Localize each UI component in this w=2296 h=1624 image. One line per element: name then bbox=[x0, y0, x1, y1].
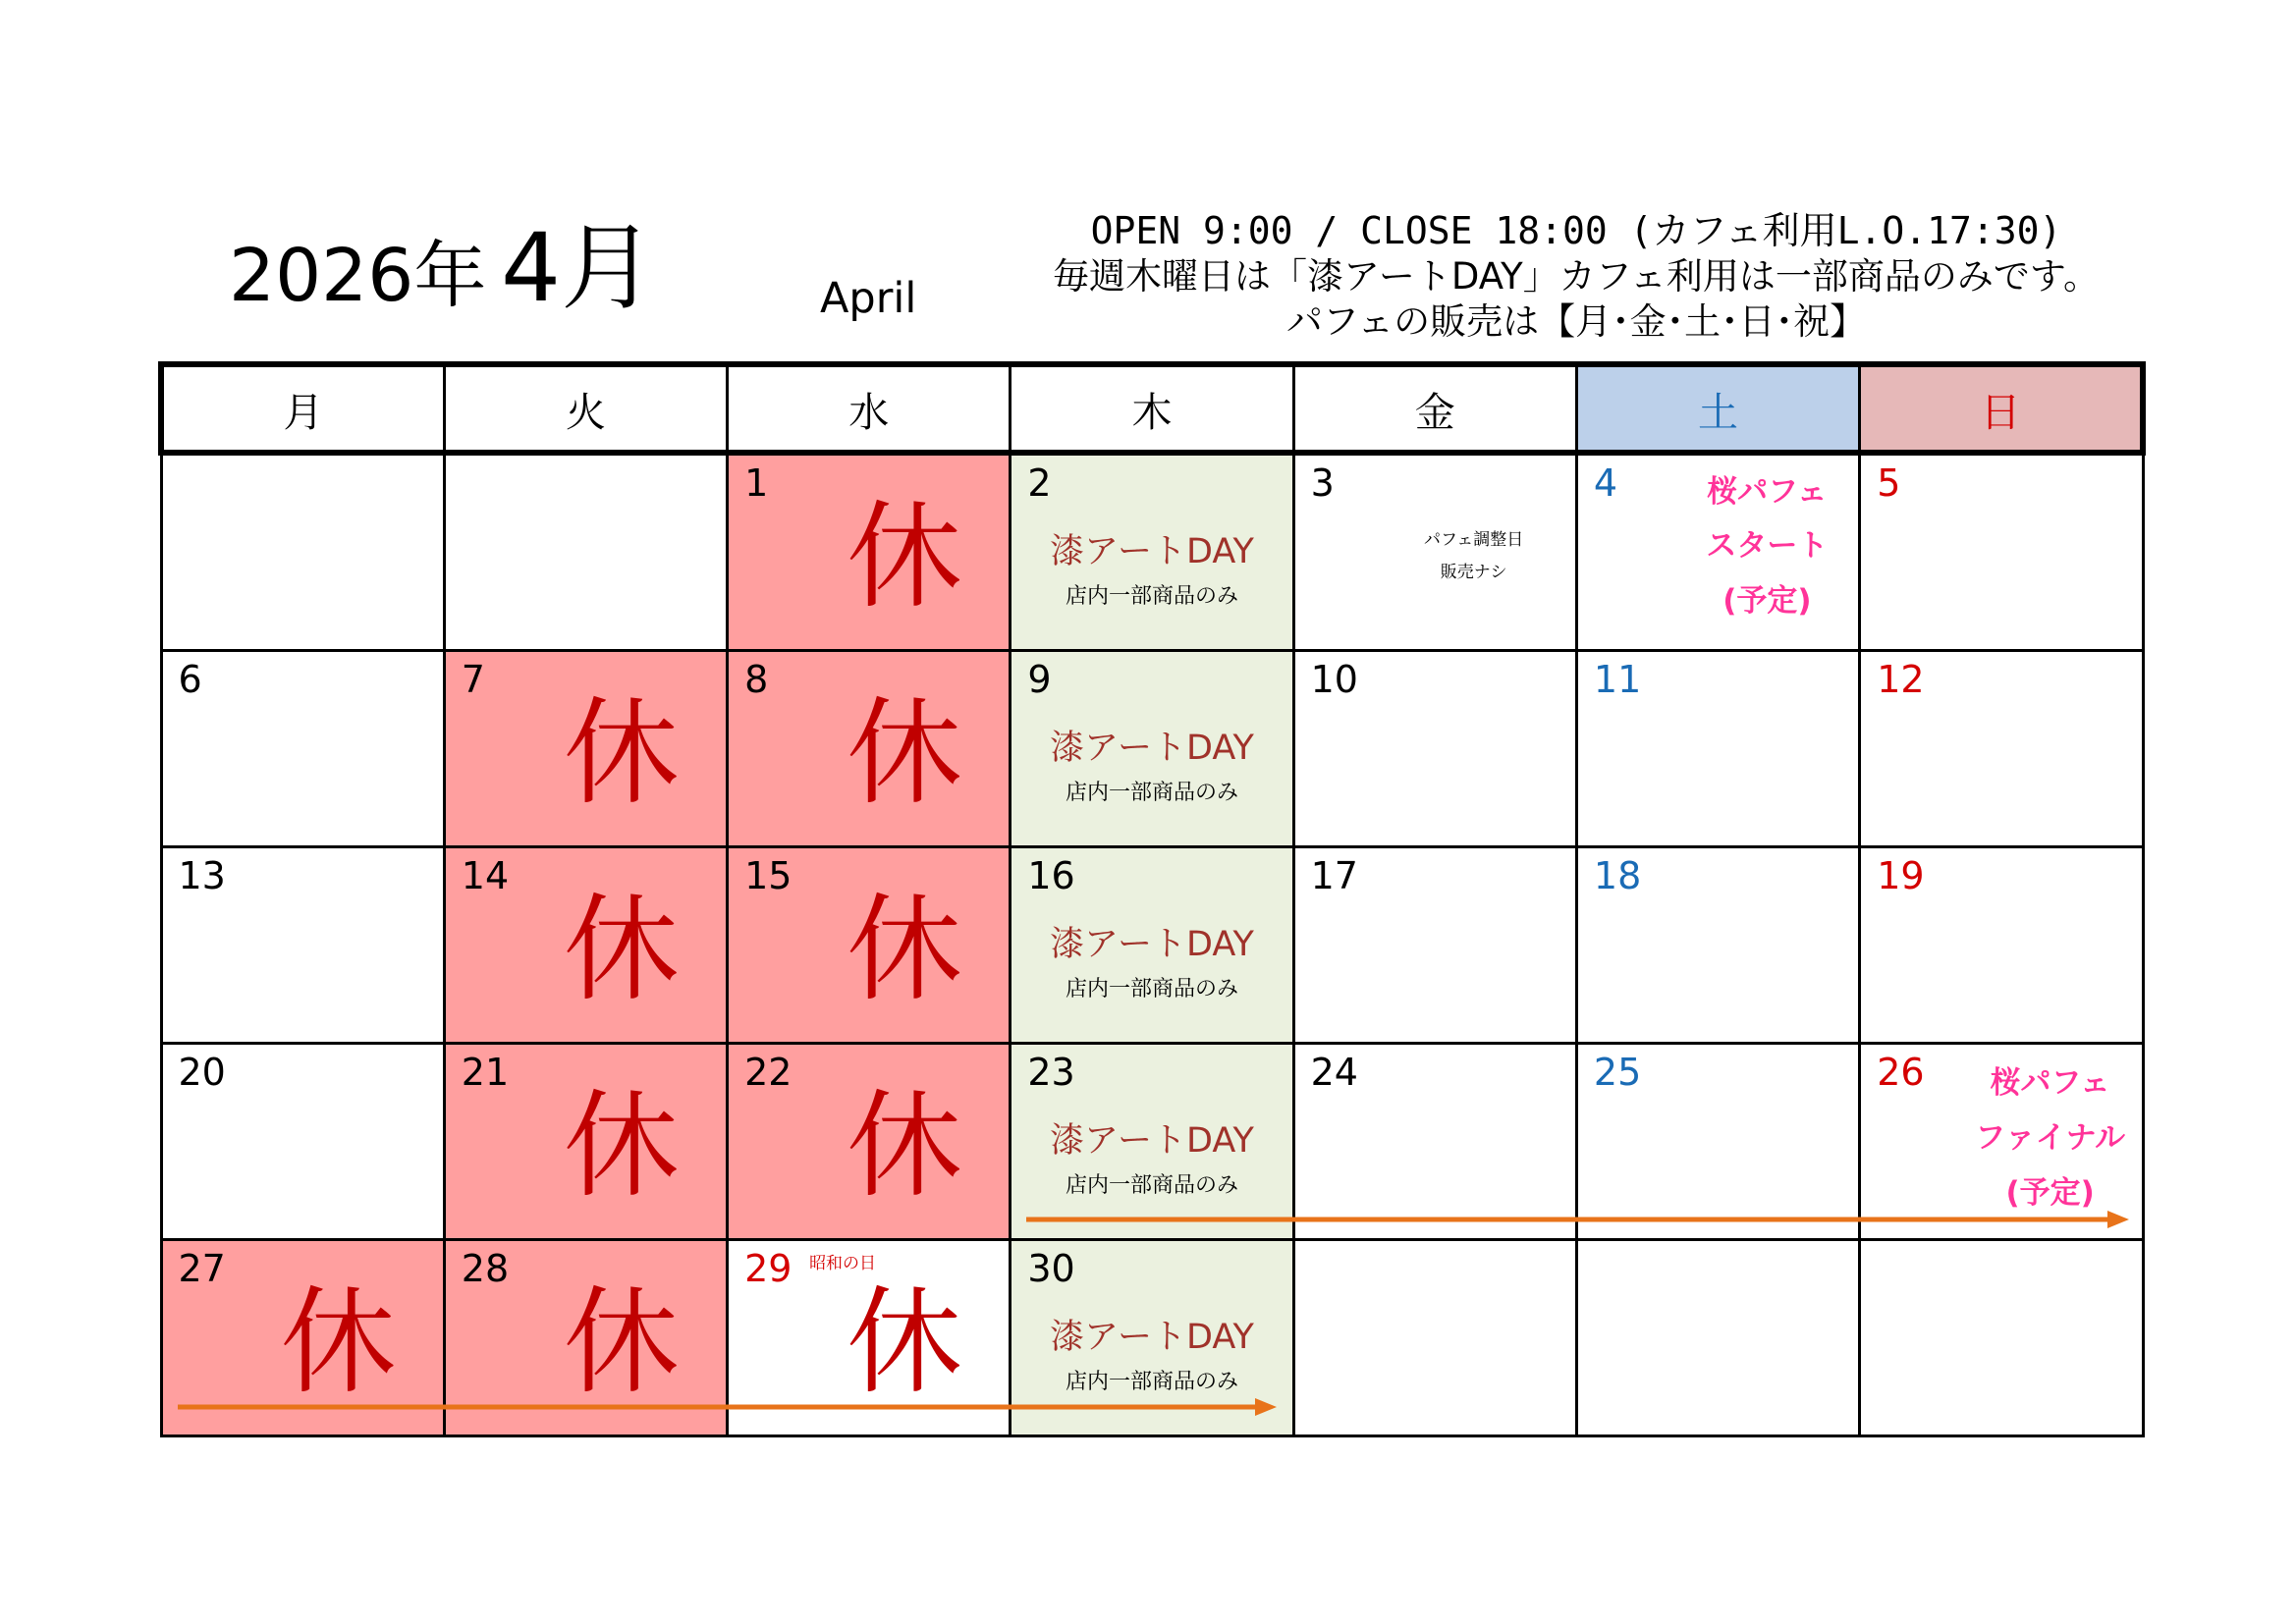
day-cell-3 bbox=[1293, 453, 1576, 651]
day-number: 5 bbox=[1877, 461, 1901, 505]
empty-cell bbox=[444, 453, 727, 651]
day-number: 20 bbox=[178, 1051, 226, 1094]
art-day-label: 漆アートDAY bbox=[1050, 1121, 1254, 1161]
day-number: 14 bbox=[461, 854, 510, 897]
day-number: 25 bbox=[1593, 1051, 1642, 1094]
week-row bbox=[161, 651, 2143, 847]
day-cell-21 bbox=[444, 1044, 727, 1240]
day-number: 13 bbox=[178, 854, 226, 897]
day-number: 16 bbox=[1027, 854, 1075, 897]
closed-mark: 休 bbox=[847, 685, 963, 821]
closed-mark: 休 bbox=[847, 882, 963, 1017]
art-day-label: 漆アートDAY bbox=[1050, 1318, 1254, 1357]
closed-mark: 休 bbox=[563, 1078, 680, 1214]
calendar-grid bbox=[158, 361, 2146, 1437]
day-cell-10 bbox=[1293, 651, 1576, 847]
closed-mark: 休 bbox=[847, 1274, 963, 1410]
day-cell-4 bbox=[1576, 453, 1859, 651]
day-cell-29 bbox=[728, 1240, 1011, 1436]
day-number: 24 bbox=[1310, 1051, 1358, 1094]
day-number: 6 bbox=[178, 658, 202, 701]
day-cell-7 bbox=[444, 651, 727, 847]
art-day-notice: 毎週木曜日は「漆アートDAY」カフェ利用は一部商品のみです。 bbox=[1053, 255, 2100, 298]
day-cell-8 bbox=[728, 651, 1011, 847]
day-number: 30 bbox=[1027, 1247, 1075, 1290]
parfait-sale-days: パフェの販売は【月･金･土･日･祝】 bbox=[1285, 300, 1867, 343]
day-cell-17 bbox=[1293, 847, 1576, 1044]
day-number: 11 bbox=[1593, 658, 1642, 701]
day-cell-24 bbox=[1293, 1044, 1576, 1240]
closed-mark: 休 bbox=[847, 1078, 963, 1214]
weekday-fri: 金 bbox=[1293, 364, 1576, 453]
event-label-start: (予定) bbox=[1722, 583, 1812, 619]
event-label-final: (予定) bbox=[2005, 1175, 2095, 1211]
week-row bbox=[161, 453, 2143, 651]
weekday-header-row bbox=[161, 364, 2143, 453]
art-day-sublabel: 店内一部商品のみ bbox=[1065, 1173, 1238, 1198]
day-cell-9 bbox=[1011, 651, 1293, 847]
day-cell-11 bbox=[1576, 651, 1859, 847]
day-number: 9 bbox=[1027, 658, 1052, 701]
art-day-sublabel: 店内一部商品のみ bbox=[1065, 781, 1238, 805]
art-day-sublabel: 店内一部商品のみ bbox=[1065, 1370, 1238, 1394]
day-number: 19 bbox=[1877, 854, 1925, 897]
weekday-mon: 月 bbox=[161, 364, 444, 453]
day-cell-22 bbox=[728, 1044, 1011, 1240]
empty-cell bbox=[161, 453, 444, 651]
holiday-name: 昭和の日 bbox=[809, 1254, 877, 1273]
day-number: 1 bbox=[744, 461, 769, 505]
day-cell-26 bbox=[1860, 1044, 2143, 1240]
day-number: 8 bbox=[744, 658, 769, 701]
event-label-start: 桜パフェ bbox=[1707, 474, 1828, 510]
day-cell-28 bbox=[444, 1240, 727, 1436]
day-number: 23 bbox=[1027, 1051, 1075, 1094]
parfait-adjust-note: パフェ調整日 bbox=[1424, 530, 1524, 550]
day-number: 18 bbox=[1593, 854, 1642, 897]
weekday-sun: 日 bbox=[1860, 364, 2143, 453]
empty-cell bbox=[1860, 1240, 2143, 1436]
weekday-tue: 火 bbox=[444, 364, 727, 453]
day-cell-18 bbox=[1576, 847, 1859, 1044]
empty-cell bbox=[1293, 1240, 1576, 1436]
closed-mark: 休 bbox=[563, 1274, 680, 1410]
week-row bbox=[161, 1044, 2143, 1240]
month-english-label: April bbox=[820, 274, 917, 323]
day-number: 28 bbox=[461, 1247, 510, 1290]
empty-cell bbox=[1576, 1240, 1859, 1436]
day-number: 17 bbox=[1310, 854, 1358, 897]
day-number: 2 bbox=[1027, 461, 1052, 505]
day-number: 29 bbox=[744, 1247, 793, 1290]
year-title: 2026年 bbox=[229, 234, 487, 318]
day-cell-15 bbox=[728, 847, 1011, 1044]
month-title: 4月 bbox=[501, 213, 656, 323]
event-label-final: ファイナル bbox=[1975, 1120, 2126, 1156]
weekday-thu: 木 bbox=[1011, 364, 1293, 453]
day-cell-13 bbox=[161, 847, 444, 1044]
art-day-sublabel: 店内一部商品のみ bbox=[1065, 977, 1238, 1001]
day-number: 22 bbox=[744, 1051, 793, 1094]
day-cell-5 bbox=[1860, 453, 2143, 651]
day-number: 27 bbox=[178, 1247, 226, 1290]
day-cell-30 bbox=[1011, 1240, 1293, 1436]
week-row bbox=[161, 1240, 2143, 1436]
day-cell-2 bbox=[1011, 453, 1293, 651]
art-day-sublabel: 店内一部商品のみ bbox=[1065, 584, 1238, 609]
day-cell-1 bbox=[728, 453, 1011, 651]
closed-mark: 休 bbox=[563, 882, 680, 1017]
day-cell-6 bbox=[161, 651, 444, 847]
day-number: 4 bbox=[1593, 461, 1618, 505]
closed-mark: 休 bbox=[847, 489, 963, 624]
day-number: 10 bbox=[1310, 658, 1358, 701]
day-number: 3 bbox=[1310, 461, 1335, 505]
day-number: 26 bbox=[1877, 1051, 1925, 1094]
day-cell-27 bbox=[161, 1240, 444, 1436]
day-cell-25 bbox=[1576, 1044, 1859, 1240]
day-cell-23 bbox=[1011, 1044, 1293, 1240]
no-sale-note: 販売ナシ bbox=[1440, 563, 1507, 582]
day-cell-12 bbox=[1860, 651, 2143, 847]
week-row bbox=[161, 847, 2143, 1044]
day-cell-16 bbox=[1011, 847, 1293, 1044]
art-day-label: 漆アートDAY bbox=[1050, 925, 1254, 964]
event-label-final: 桜パフェ bbox=[1990, 1065, 2110, 1101]
day-cell-14 bbox=[444, 847, 727, 1044]
closed-mark: 休 bbox=[280, 1274, 397, 1410]
opening-hours: OPEN 9:00 / CLOSE 18:00 (カフェ利用L.O.17:30) bbox=[1090, 209, 2062, 252]
calendar-body bbox=[161, 453, 2143, 1436]
day-number: 12 bbox=[1877, 658, 1925, 701]
weekday-sat: 土 bbox=[1576, 364, 1859, 453]
day-number: 7 bbox=[461, 658, 485, 701]
closed-mark: 休 bbox=[563, 685, 680, 821]
day-number: 21 bbox=[461, 1051, 510, 1094]
day-cell-20 bbox=[161, 1044, 444, 1240]
event-label-start: スタート bbox=[1706, 528, 1829, 564]
art-day-label: 漆アートDAY bbox=[1050, 532, 1254, 571]
weekday-wed: 水 bbox=[728, 364, 1011, 453]
art-day-label: 漆アートDAY bbox=[1050, 729, 1254, 768]
day-number: 15 bbox=[744, 854, 793, 897]
day-cell-19 bbox=[1860, 847, 2143, 1044]
